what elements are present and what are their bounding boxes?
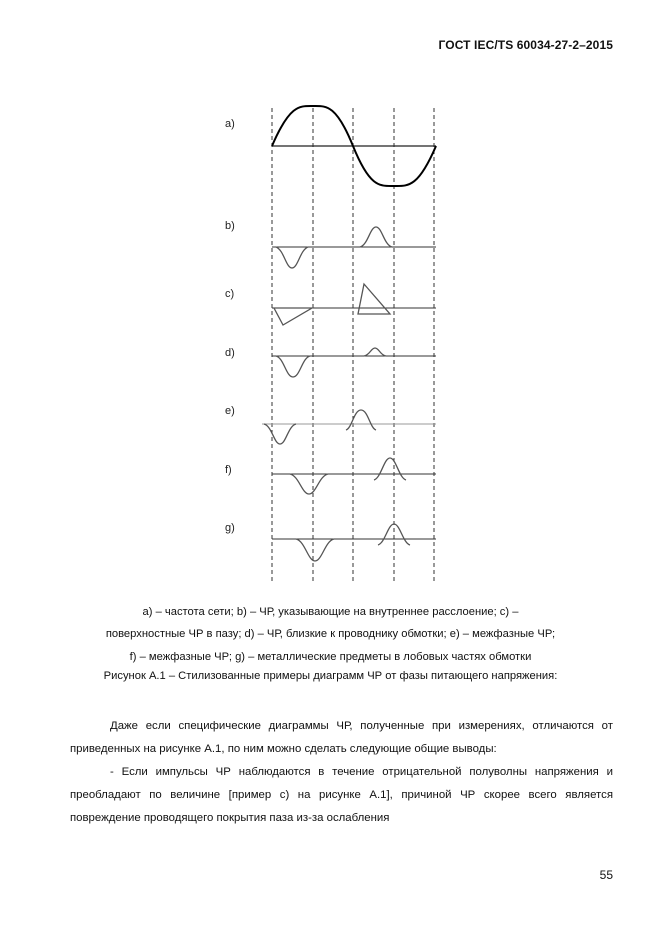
panel-label-g: g) — [225, 522, 235, 534]
figure-caption-line-3: f) – межфазные ЧР; g) – металлические предметы в лобовых частях обмотки — [129, 651, 532, 663]
panel-label-e: e) — [225, 405, 235, 417]
panel-e-phase-to-phase — [262, 410, 436, 444]
panel-b-internal-delamination — [272, 227, 436, 268]
panel-label-a: a) — [225, 118, 235, 130]
panel-f-phase-to-phase — [272, 458, 436, 494]
figure-caption-line-1: a) – частота сети; b) – ЧР, указывающие на внутреннее расслоение; c) – — [142, 606, 519, 618]
panel-b-positive-pulse — [360, 227, 392, 247]
phase-guides — [272, 108, 434, 584]
panel-d-negative-pulse — [276, 356, 310, 377]
document-header: ГОСТ IEC/TS 60034-27-2–2015 — [438, 38, 613, 52]
page-number: 55 — [599, 868, 613, 882]
panel-g-metallic-objects — [272, 524, 436, 561]
panel-g-negative-pulse — [296, 539, 334, 561]
figure-caption-line-2: поверхностные ЧР в пазу; d) – ЧР, близкие к проводнику обмотки; e) – межфазные ЧР; — [105, 628, 556, 640]
panel-label-f: f) — [225, 464, 232, 476]
panel-b-negative-pulse — [276, 247, 308, 268]
panel-e-positive-pulse — [346, 410, 376, 430]
panel-f-positive-pulse — [374, 458, 406, 480]
body-paragraph-2: - Если импульсы ЧР наблюдаются в течение отрицательной полуволны напряжения и преобладают по величине [пример с) на рисунке А.1], причиной ЧР скорее всего является повреждение проводящего покрытия паза из-за ослабления — [70, 766, 613, 824]
panel-a-supply-frequency — [272, 106, 436, 186]
body-text — [70, 715, 613, 830]
panel-f-negative-pulse — [290, 474, 328, 494]
panel-d-positive-pulse — [364, 348, 386, 356]
panel-label-b: b) — [225, 220, 235, 232]
panel-label-c: c) — [225, 288, 235, 300]
panel-e-negative-pulse — [264, 424, 296, 444]
panel-g-positive-pulse — [378, 524, 410, 545]
panel-c-positive-triangle — [358, 284, 390, 314]
panel-c-slot-surface — [272, 284, 436, 325]
figure-title: Рисунок А.1 – Стилизованные примеры диаграмм ЧР от фазы питающего напряжения: — [103, 670, 558, 682]
panel-label-d: d) — [225, 347, 235, 359]
panel-d-near-conductor — [272, 348, 436, 377]
panel-c-negative-triangle — [274, 308, 312, 325]
body-paragraph-1: Даже если специфические диаграммы ЧР, полученные при измерениях, отличаются от приведенных на рисунке А.1, по ним можно сделать следующие общие выводы: — [70, 720, 613, 755]
